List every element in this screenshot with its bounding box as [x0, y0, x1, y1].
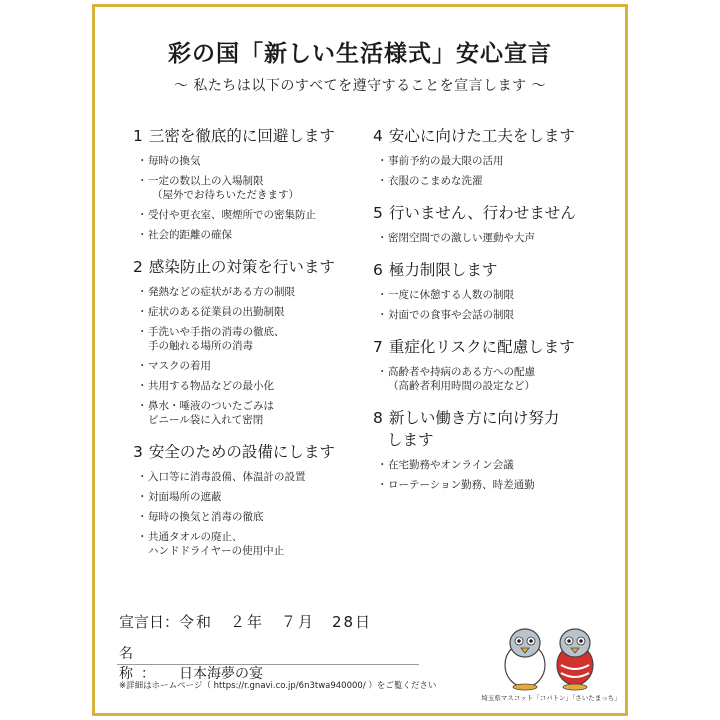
mascot-illustration	[491, 621, 611, 691]
list-item	[137, 154, 373, 168]
list-item	[137, 399, 373, 427]
section-title: 重症化リスクに配慮します	[388, 338, 575, 356]
name-value: 日本海夢の宴	[179, 666, 263, 682]
bullet-icon: ・	[137, 286, 148, 298]
bullet-icon: ・	[137, 175, 148, 187]
declaration-label: 宣言日：	[119, 613, 180, 631]
bullet-icon: ・	[137, 326, 148, 338]
bullet-icon: ・	[137, 155, 148, 167]
page-title: 彩の国「新しい生活様式」安心宣言	[168, 41, 552, 67]
bullet-icon: ・	[137, 360, 148, 372]
section-number: 8	[373, 409, 383, 427]
item-text: 入口等に消毒設備、体温計の設置	[148, 471, 306, 483]
list-item	[377, 458, 613, 472]
list-item	[377, 288, 613, 302]
list-item	[137, 174, 373, 202]
homepage-note: ※詳細はホームページ（ https://r.gnavi.co.jp/6n3twa940000/ ）をご覧ください	[119, 681, 437, 691]
item-text-line2: ハンドドライヤーの使用中止	[148, 545, 285, 557]
section-5	[373, 202, 613, 245]
section-7	[373, 336, 613, 393]
item-text: 鼻水・唾液のついたごみは	[148, 400, 274, 412]
bullet-icon: ・	[137, 380, 148, 392]
section-2	[133, 256, 373, 427]
list-item	[377, 231, 613, 245]
bullet-icon: ・	[137, 491, 148, 503]
list-item	[137, 208, 373, 222]
section-6	[373, 259, 613, 322]
section-title: 行いません、行わせません	[388, 204, 576, 222]
section-heading	[373, 125, 613, 147]
list-item	[137, 228, 373, 242]
section-heading	[373, 259, 613, 281]
section-title: 新しい働き方に向け努力	[388, 409, 560, 427]
section-number: 6	[373, 261, 383, 279]
item-text: 共用する物品などの最小化	[148, 380, 274, 392]
section-title: 安心に向けた工夫をします	[388, 127, 575, 145]
section-title: 極力制限します	[388, 261, 498, 279]
item-text: 在宅勤務やオンライン会議	[388, 459, 514, 471]
section-number: 2	[133, 258, 143, 276]
declaration-date	[119, 611, 372, 632]
item-text: 毎時の換気	[148, 155, 201, 167]
mascot-caption: 埼玉県マスコット「コバトン」「さいたまっち」	[481, 694, 621, 702]
list-item	[137, 325, 373, 353]
item-text: 毎時の換気と消毒の徹底	[148, 511, 264, 523]
list-item	[137, 285, 373, 299]
bullet-icon: ・	[137, 471, 148, 483]
bullet-icon: ・	[137, 400, 148, 412]
item-text: 共通タオルの廃止、	[148, 531, 243, 543]
list-item	[137, 379, 373, 393]
item-text: 密閉空間での激しい運動や大声	[388, 232, 535, 244]
kobaton-mascot-icon	[505, 629, 545, 690]
item-text: 症状のある従業員の出勤制限	[148, 306, 285, 318]
list-item	[377, 478, 613, 492]
section-4	[373, 125, 613, 188]
bullet-icon: ・	[377, 366, 388, 378]
bullet-icon: ・	[377, 459, 388, 471]
item-text: マスクの着用	[148, 360, 211, 372]
item-text: 一度に休憩する人数の制限	[388, 289, 514, 301]
name-underline	[117, 664, 419, 665]
left-column	[133, 125, 373, 572]
section-number: 4	[373, 127, 383, 145]
list-item	[137, 510, 373, 524]
list-item	[137, 490, 373, 504]
list-item	[137, 359, 373, 373]
page-subtitle: 〜 私たちは以下のすべてを遵守することを宣言します 〜	[173, 78, 547, 94]
section-1	[133, 125, 373, 242]
list-item	[377, 308, 613, 322]
list-item	[377, 365, 613, 393]
section-title: 安全のための設備にします	[148, 443, 335, 461]
bullet-icon: ・	[137, 306, 148, 318]
item-text: 事前予約の最大限の活用	[388, 155, 504, 167]
bullet-icon: ・	[137, 531, 148, 543]
section-number: 3	[133, 443, 143, 461]
item-text: 対面での食事や会話の制限	[388, 309, 514, 321]
bullet-icon: ・	[377, 309, 388, 321]
item-text: 対面場所の遮蔽	[148, 491, 222, 503]
item-text: 受付や更衣室、喫煙所での密集防止	[148, 209, 316, 221]
saitamacchi-mascot-icon	[557, 629, 593, 690]
list-item	[377, 174, 613, 188]
section-number: 7	[373, 338, 383, 356]
name-label: 名称：	[119, 646, 163, 682]
item-text: 衣服のこまめな洗濯	[388, 175, 483, 187]
section-title-line2: します	[387, 431, 434, 449]
section-heading	[133, 256, 373, 278]
item-text: 手洗いや手指の消毒の徹底、	[148, 326, 285, 338]
item-text: 発熱などの症状がある方の制限	[148, 286, 295, 298]
list-item	[137, 530, 373, 558]
bullet-icon: ・	[137, 209, 148, 221]
bullet-icon: ・	[377, 175, 388, 187]
bullet-icon: ・	[137, 229, 148, 241]
section-number: 5	[373, 204, 383, 222]
declaration-value: 令和 ２年 ７月 28日	[179, 613, 373, 631]
bullet-icon: ・	[377, 155, 388, 167]
section-heading	[373, 407, 613, 451]
right-column	[373, 125, 613, 506]
section-number: 1	[133, 127, 143, 145]
section-8	[373, 407, 613, 492]
section-title: 感染防止の対策を行います	[148, 258, 335, 276]
list-item	[137, 305, 373, 319]
item-text-line2: ビニール袋に入れて密閉	[148, 414, 264, 426]
bullet-icon: ・	[377, 289, 388, 301]
bullet-icon: ・	[377, 479, 388, 491]
item-text: 一定の数以上の入場制限	[148, 175, 264, 187]
section-heading	[373, 336, 613, 358]
item-text-line2: 手の触れる場所の消毒	[148, 340, 253, 352]
list-item	[137, 470, 373, 484]
bullet-icon: ・	[137, 511, 148, 523]
bullet-icon: ・	[377, 232, 388, 244]
item-text: 高齢者や持病のある方への配慮	[388, 366, 535, 378]
document-frame	[92, 4, 628, 716]
section-title: 三密を徹底的に回避します	[148, 127, 335, 145]
item-text: 社会的距離の確保	[148, 229, 232, 241]
section-heading	[133, 441, 373, 463]
section-heading	[373, 202, 613, 224]
item-text-line2: （高齢者利用時間の設定など）	[388, 380, 535, 392]
list-item	[377, 154, 613, 168]
section-heading	[133, 125, 373, 147]
business-name	[119, 643, 263, 683]
item-text-line2: （屋外でお待ちいただきます）	[152, 189, 299, 201]
item-text: ローテーション勤務、時差通勤	[388, 479, 535, 491]
section-3	[133, 441, 373, 558]
